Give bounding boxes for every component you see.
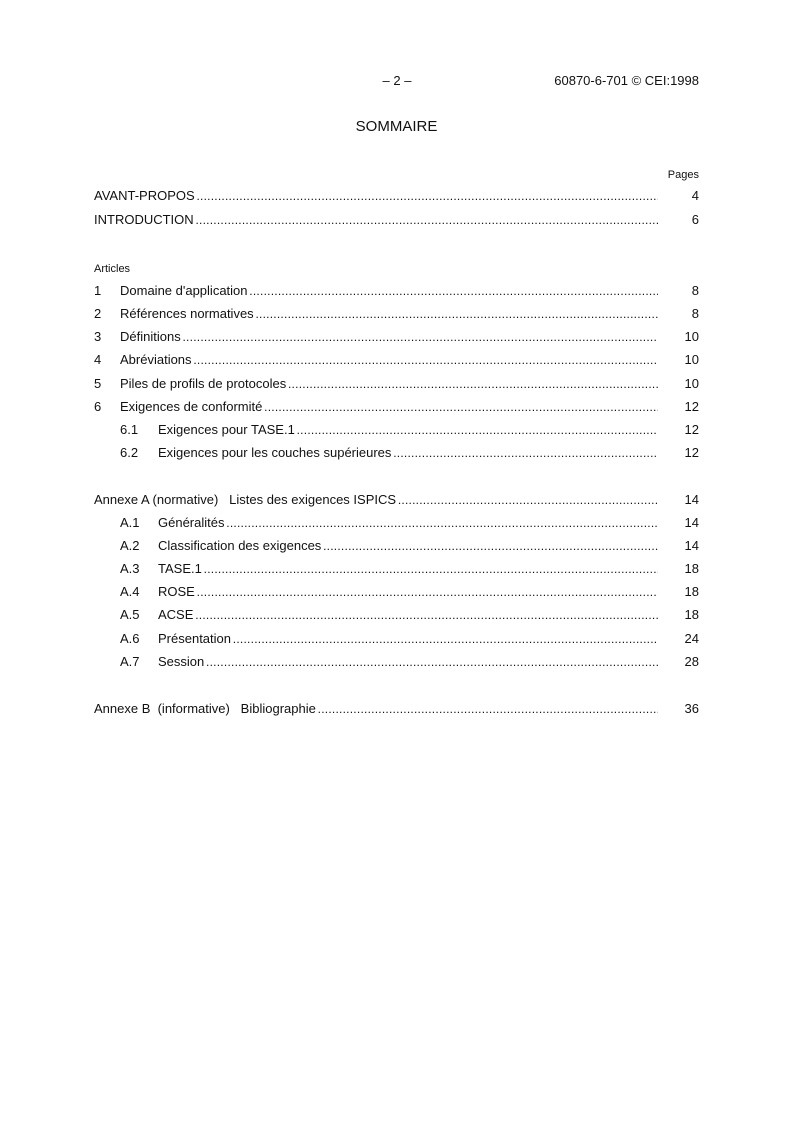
articles-section-label: Articles — [94, 263, 131, 275]
toc-entry-label: Domaine d'application — [120, 283, 248, 298]
toc-entry-annex-a-5[interactable] — [94, 606, 699, 624]
toc-entry-page: 10 — [684, 376, 699, 391]
toc-entry-annex-a-3[interactable] — [94, 560, 699, 578]
toc-entry-number: 3 — [94, 329, 102, 344]
toc-entry-annex-a-4[interactable] — [94, 583, 699, 601]
toc-entry-page: 14 — [684, 515, 699, 530]
toc-entry-annex-a-2[interactable] — [94, 537, 699, 555]
toc-entry-article-6-1[interactable] — [94, 421, 699, 439]
toc-entry-page: 10 — [684, 352, 699, 367]
toc-entry-label: Généralités — [158, 515, 225, 530]
pages-column-label: Pages — [667, 169, 699, 181]
toc-entry-annex-a[interactable] — [94, 491, 699, 509]
toc-entry-number: 6 — [94, 399, 102, 414]
toc-entry-page: 6 — [691, 212, 699, 227]
toc-entry-page: 24 — [684, 631, 699, 646]
toc-entry-page: 18 — [684, 607, 699, 622]
toc-entry-article-1[interactable] — [94, 282, 699, 300]
toc-entry-label: Piles de profils de protocoles — [120, 376, 287, 391]
toc-entry-number: A.3 — [120, 561, 140, 576]
toc-entry-annex-b[interactable] — [94, 700, 699, 718]
toc-entry-label: AVANT-PROPOS — [94, 188, 195, 203]
toc-entry-label: Exigences pour les couches supérieures — [158, 445, 392, 460]
toc-entry-introduction[interactable] — [94, 211, 699, 229]
toc-entry-label: Présentation — [158, 631, 231, 646]
toc-entry-page: 12 — [684, 422, 699, 437]
toc-entry-number: A.1 — [120, 515, 140, 530]
toc-entry-article-6-2[interactable] — [94, 444, 699, 462]
toc-entry-number: 4 — [94, 352, 102, 367]
toc-entry-avant-propos[interactable] — [94, 187, 699, 205]
toc-entry-article-4[interactable] — [94, 351, 699, 369]
toc-entry-page: 18 — [684, 584, 699, 599]
toc-entry-label: Définitions — [120, 329, 181, 344]
toc-entry-label: Session — [158, 654, 205, 669]
toc-entry-number: A.5 — [120, 607, 140, 622]
toc-entry-number: 6.2 — [120, 445, 139, 460]
toc-entry-page: 14 — [684, 538, 699, 553]
toc-entry-page: 10 — [684, 329, 699, 344]
toc-entry-page: 36 — [684, 701, 699, 716]
toc-entry-label: Annexe A (normative) Listes des exigences ISPICS — [94, 492, 397, 507]
toc-entry-number: 6.1 — [120, 422, 139, 437]
toc-entry-page: 28 — [684, 654, 699, 669]
toc-entry-label: Annexe B (informative) Bibliographie — [94, 701, 316, 716]
toc-entry-page: 12 — [684, 399, 699, 414]
toc-entry-label: ROSE — [158, 584, 195, 599]
toc-entry-page: 12 — [684, 445, 699, 460]
header-page-number: – 2 – — [382, 73, 412, 88]
toc-entry-label: Exigences de conformité — [120, 399, 263, 414]
toc-entry-article-2[interactable] — [94, 305, 699, 323]
toc-entry-page: 4 — [691, 188, 699, 203]
toc-entry-annex-a-1[interactable] — [94, 514, 699, 532]
toc-entry-page: 18 — [684, 561, 699, 576]
toc-entry-label: ACSE — [158, 607, 194, 622]
toc-entry-annex-a-6[interactable] — [94, 630, 699, 648]
toc-entry-label: Abréviations — [120, 352, 192, 367]
toc-entry-number: A.6 — [120, 631, 140, 646]
toc-entry-label: Références normatives — [120, 306, 254, 321]
toc-entry-number: A.7 — [120, 654, 140, 669]
toc-entry-article-5[interactable] — [94, 375, 699, 393]
toc-entry-label: Classification des exigences — [158, 538, 322, 553]
toc-entry-label: TASE.1 — [158, 561, 202, 576]
toc-entry-page: 8 — [691, 306, 699, 321]
toc-entry-number: 5 — [94, 376, 102, 391]
toc-entry-annex-a-7[interactable] — [94, 653, 699, 671]
header-document-reference: 60870-6-701 © CEI:1998 — [554, 73, 699, 88]
toc-entry-label: INTRODUCTION — [94, 212, 194, 227]
toc-entry-number: A.2 — [120, 538, 140, 553]
toc-entry-article-6[interactable] — [94, 398, 699, 416]
toc-entry-number: A.4 — [120, 584, 140, 599]
toc-entry-page: 14 — [684, 492, 699, 507]
toc-entry-number: 1 — [94, 283, 102, 298]
toc-entry-label: Exigences pour TASE.1 — [158, 422, 295, 437]
toc-entry-number: 2 — [94, 306, 102, 321]
toc-entry-article-3[interactable] — [94, 328, 699, 346]
toc-entry-page: 8 — [691, 283, 699, 298]
page-title: SOMMAIRE — [355, 118, 438, 135]
